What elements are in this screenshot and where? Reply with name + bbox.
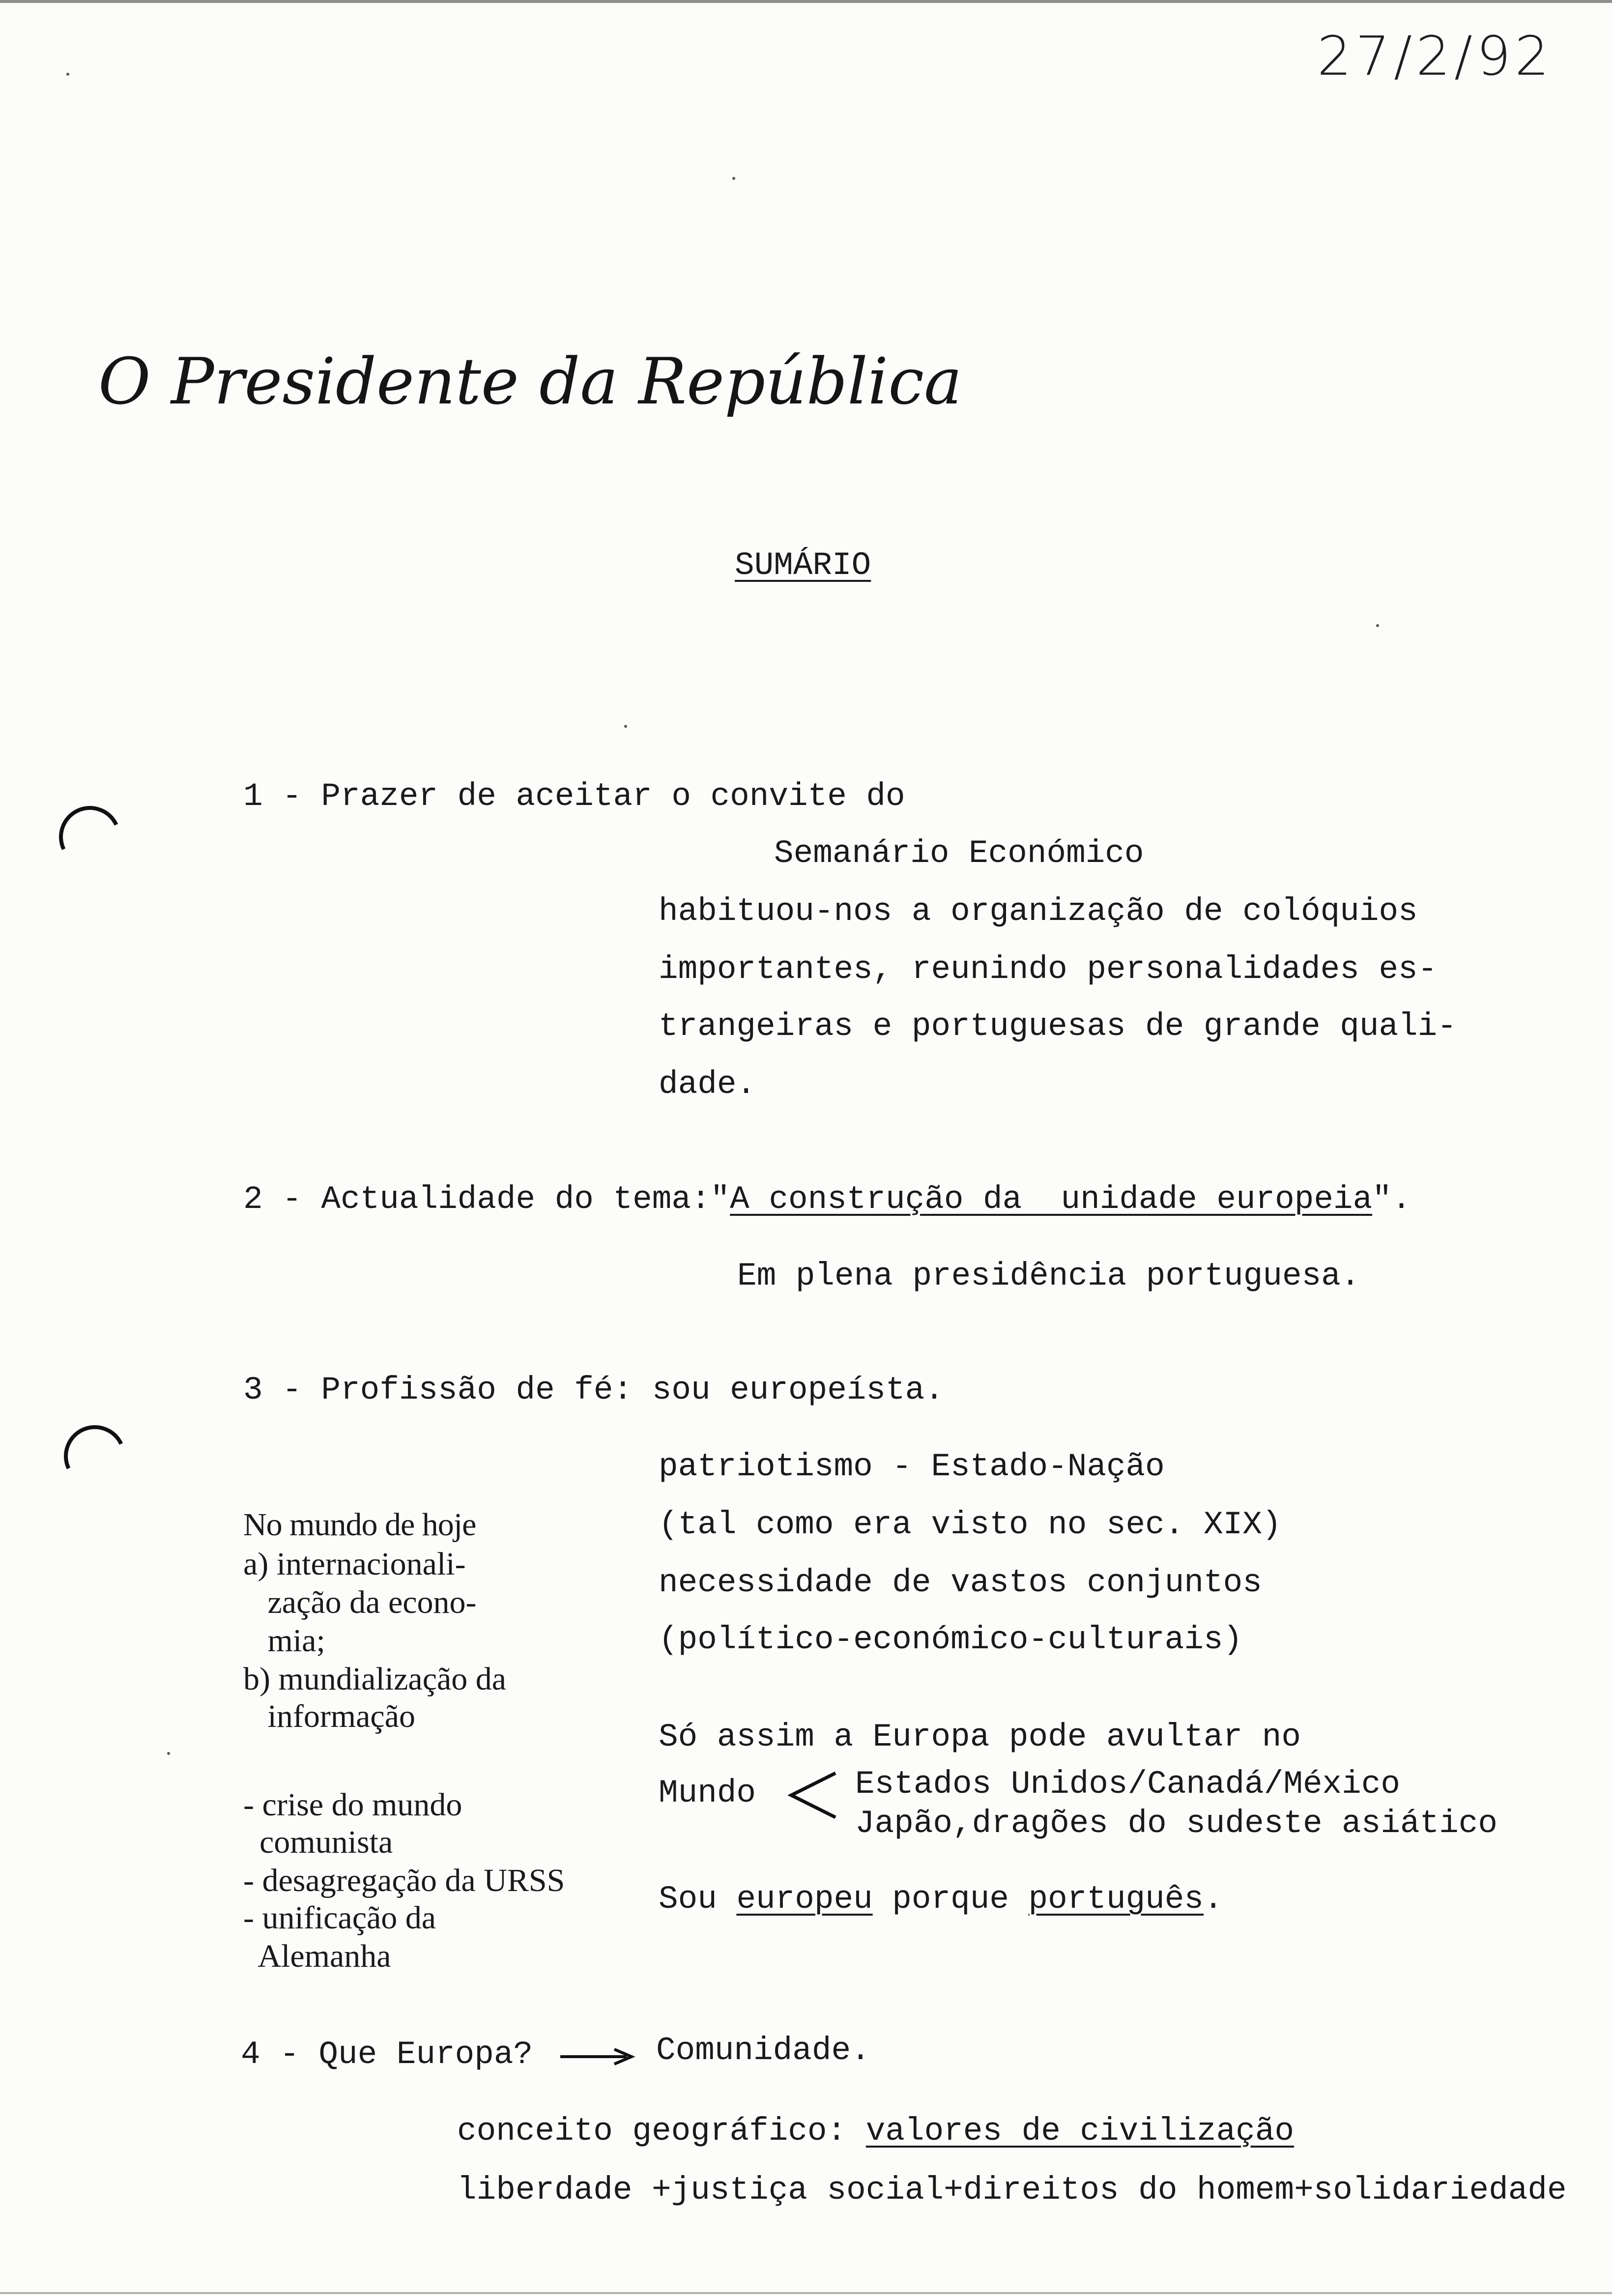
side-note: mia; (243, 1623, 325, 1659)
sou-end: . (1204, 1881, 1223, 1918)
concept-values: valores de civilização (865, 2113, 1295, 2150)
section4-heading: 4 - Que Europa? (241, 2036, 533, 2073)
page-title: SUMÁRIO (735, 547, 871, 584)
side-note: - crise do mundo (243, 1787, 462, 1823)
sou-mid: porque (872, 1881, 1029, 1918)
section4-comunidade: Comunidade. (656, 2032, 870, 2069)
section3-line: necessidade de vastos conjuntos (659, 1564, 1262, 1601)
concept-line (457, 2115, 1294, 2148)
section1-line: dade. (659, 1066, 756, 1103)
section2-line: Em plena presidência portuguesa. (737, 1258, 1360, 1294)
section2-heading (243, 1183, 1411, 1216)
section1-publication: Semanário Económico (774, 835, 1144, 872)
section3-heading: 3 - Profissão de fé: sou europeísta. (243, 1372, 944, 1408)
section1-heading: 1 - Prazer de aceitar o convite do (243, 778, 905, 815)
side-note: No mundo de hoje (243, 1507, 476, 1543)
values-line: liberdade +justiça social+direitos do homem+solidariedade (457, 2172, 1567, 2209)
scan-speck (167, 1752, 170, 1755)
sou-europeu-line (659, 1883, 1223, 1916)
sou-europeu: europeu (736, 1881, 873, 1918)
section3-line: (político-económico-culturais) (659, 1621, 1243, 1658)
scan-speck (732, 177, 735, 180)
section1-line: trangeiras e portuguesas de grande quali- (659, 1008, 1457, 1045)
side-note: b) mundialização da (243, 1661, 507, 1697)
concept-prefix: conceito geográfico: (457, 2113, 866, 2150)
punch-hole-top (50, 797, 129, 876)
side-note: - desagregação da URSS (243, 1863, 565, 1898)
scan-speck (1376, 624, 1379, 627)
side-note: comunista (243, 1824, 393, 1860)
section2-prefix: 2 - Actualidade do tema:" (243, 1181, 730, 1218)
mundo-branch: Estados Unidos/Canadá/México (855, 1766, 1400, 1803)
section3-line: (tal como era visto no sec. XIX) (659, 1506, 1282, 1543)
section2-suffix: ". (1372, 1181, 1411, 1218)
europe-line: Só assim a Europa pode avultar no (659, 1719, 1301, 1755)
handwritten-date: 27/2/92 (1317, 25, 1554, 87)
section3-line: patriotismo - Estado-Nação (659, 1448, 1165, 1485)
section2-theme: A construção da unidade europeia (730, 1181, 1373, 1218)
scan-edge-bottom (0, 2292, 1612, 2294)
mundo-label: Mundo (659, 1775, 756, 1811)
sou-portugues: português (1028, 1881, 1204, 1918)
scan-speck (66, 73, 69, 76)
branch-bracket (786, 1768, 840, 1827)
side-note: - unificação da (243, 1900, 436, 1936)
arrow-right-icon (558, 2044, 636, 2069)
mundo-branch: Japão,dragões do sudeste asiático (855, 1805, 1498, 1842)
section1-line: habituou-nos a organização de colóquios (659, 893, 1418, 930)
scan-speck (624, 725, 627, 728)
side-note: zação da econo- (243, 1584, 477, 1620)
side-note: a) internacionali- (243, 1546, 466, 1582)
letterhead: O Presidente da República (98, 344, 962, 419)
sou-prefix: Sou (659, 1881, 737, 1918)
section1-line: importantes, reunindo personalidades es- (659, 951, 1438, 988)
side-note: informação (243, 1698, 416, 1734)
side-note: Alemanha (243, 1938, 391, 1974)
scan-edge-top (0, 0, 1612, 3)
punch-hole-bottom (55, 1416, 134, 1495)
